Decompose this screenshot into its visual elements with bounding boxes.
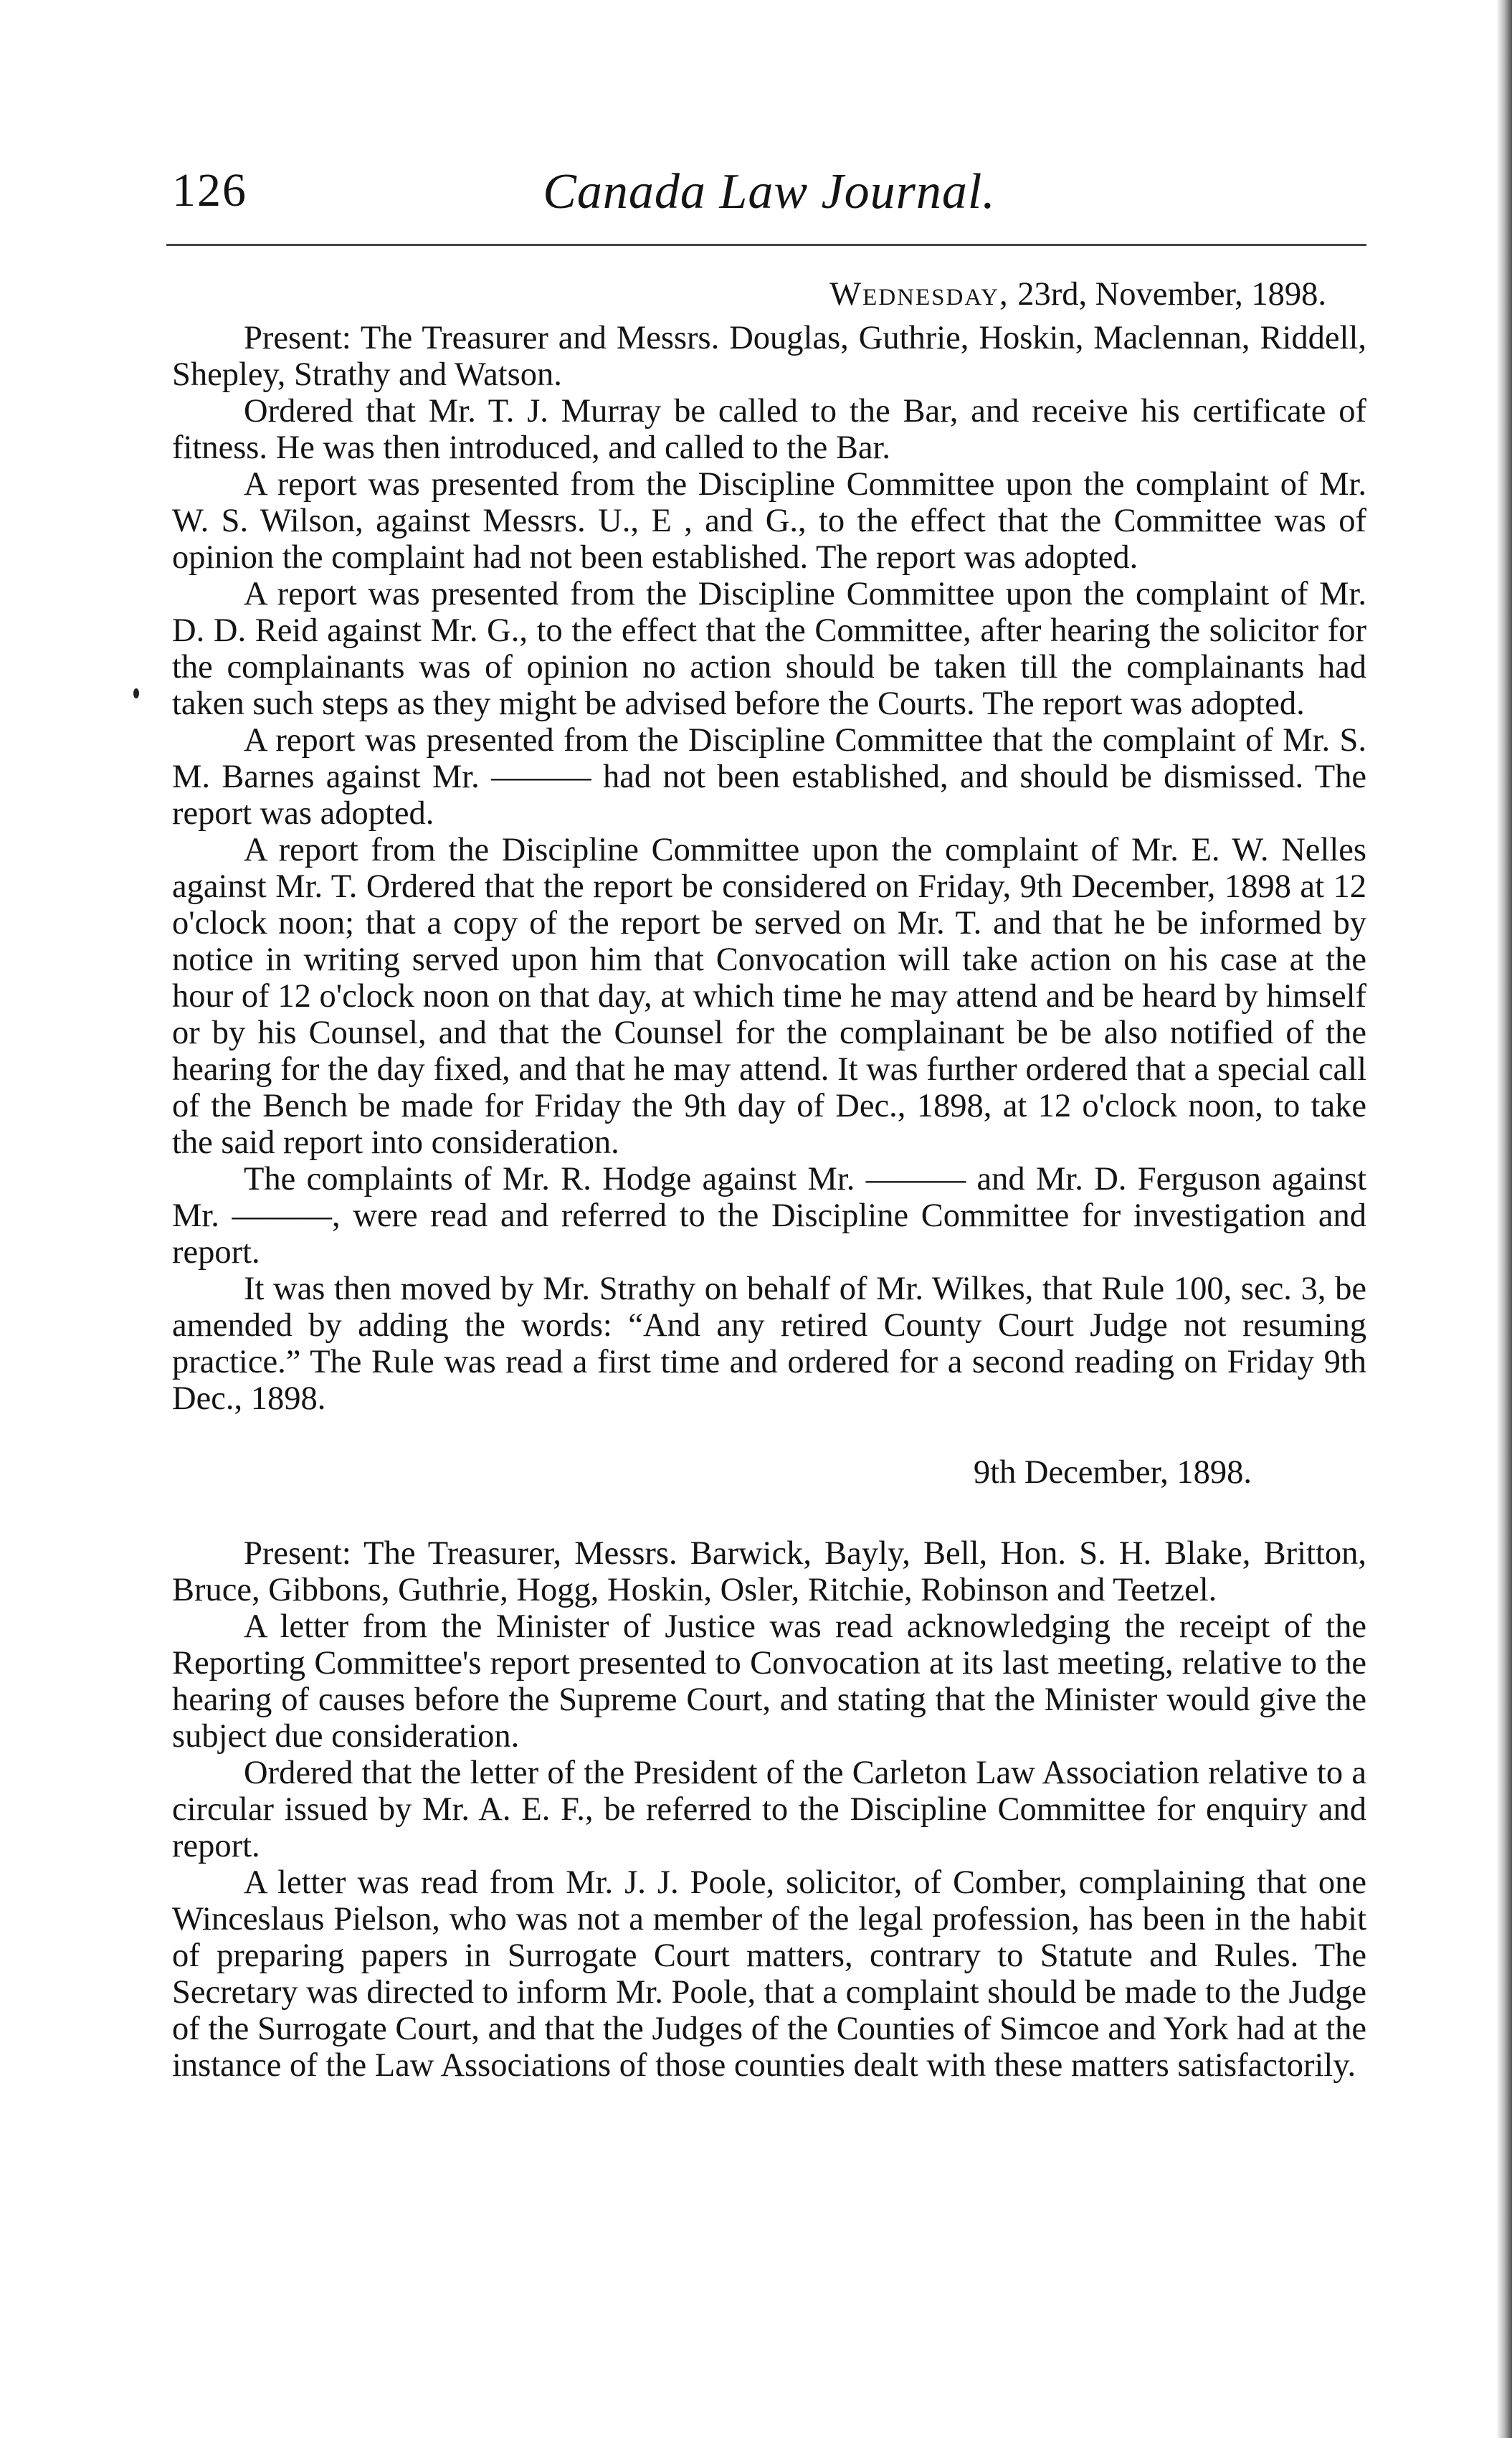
paragraph: Ordered that Mr. T. J. Murray be called to the Bar, and receive his certificate of fitness. He was then introduced, and called to the Bar. [172, 393, 1366, 466]
meeting-date-rest: 23rd, November, 1898. [1009, 276, 1326, 313]
meeting-date-weekday: Wednesday, [829, 276, 1009, 313]
journal-title: Canada Law Journal. [543, 164, 996, 219]
paragraph: The complaints of Mr. R. Hodge against Mr. ——— and Mr. D. Ferguson against Mr. ———, were read and referred to the Discipline Committee for investigation and report. [172, 1161, 1366, 1271]
paragraph: A report was presented from the Discipline Committee that the complaint of Mr. S. M. Barnes against Mr. ——— had not been established, and should be dismissed. The report was adopted. [172, 722, 1366, 832]
margin-mark [133, 688, 139, 698]
paragraph: A report from the Discipline Committee upon the complaint of Mr. E. W. Nelles against Mr. T. Ordered that the report be considered on Friday, 9th December, 1898 at 12 o'clock noon; that a copy of the report be served on Mr. T. and that he be informed by notice in writing served upon him that Convocation will take action on his case at the hour of 12 o'clock noon on that day, at which time he may attend and be heard by himself or by his Counsel, and that the Counsel for the complainant be be also notified of the hearing for the day fixed, and that he may attend. It was further ordered that a special call of the Bench be made for Friday the 9th day of Dec., 1898, at 12 o'clock noon, to take the said report into consideration. [172, 832, 1366, 1161]
paragraph: A report was presented from the Discipline Committee upon the complaint of Mr. D. D. Reid against Mr. G., to the effect that the Committee, after hearing the solicitor for the complainants was of opinion no action should be taken till the complainants had taken such steps as they might be advised before the Courts. The report was adopted. [172, 576, 1366, 722]
page-body [172, 276, 1366, 2084]
paragraph: Ordered that the letter of the President of the Carleton Law Association relative to a circular issued by Mr. A. E. F., be referred to the Discipline Committee for enquiry and report. [172, 1755, 1366, 1864]
paragraph: It was then moved by Mr. Strathy on behalf of Mr. Wilkes, that Rule 100, sec. 3, be amended by adding the words: “And any retired County Court Judge not resuming practice.” The Rule was read a first time and ordered for a second reading on Friday 9th Dec., 1898. [172, 1271, 1366, 1417]
header-rule [166, 244, 1366, 246]
paragraph: Present: The Treasurer and Messrs. Douglas, Guthrie, Hoskin, Maclennan, Riddell, Shepley, Strathy and Watson. [172, 320, 1366, 393]
paragraph: Present: The Treasurer, Messrs. Barwick, Bayly, Bell, Hon. S. H. Blake, Britton, Bruce, Gibbons, Guthrie, Hogg, Hoskin, Osler, Ritchie, Robinson and Teetzel. [172, 1535, 1366, 1608]
meeting-date-1 [172, 276, 1366, 313]
page-edge-shadow [1496, 0, 1512, 2438]
paragraph: A letter was read from Mr. J. J. Poole, solicitor, of Comber, complaining that one Winceslaus Pielson, who was not a member of the legal profession, has been in the habit of preparing papers in Surrogate Court matters, contrary to Statute and Rules. The Secretary was directed to inform Mr. Poole, that a complaint should be made to the Judge of the Surrogate Court, and that the Judges of the Counties of Simcoe and York had at the instance of the Law Associations of those counties dealt with these matters satisfactorily. [172, 1864, 1366, 2084]
paragraph: A report was presented from the Discipline Committee upon the complaint of Mr. W. S. Wilson, against Messrs. U., E , and G., to the effect that the Committee was of opinion the complaint had not been established. The report was adopted. [172, 466, 1366, 576]
meeting-date-2: 9th December, 1898. [973, 1454, 1252, 1491]
paragraph: A letter from the Minister of Justice was read acknowledging the receipt of the Reporting Committee's report presented to Convocation at its last meeting, relative to the hearing of causes before the Supreme Court, and stating that the Minister would give the subject due consideration. [172, 1608, 1366, 1755]
page-number: 126 [172, 164, 247, 217]
page-header [172, 143, 1366, 251]
